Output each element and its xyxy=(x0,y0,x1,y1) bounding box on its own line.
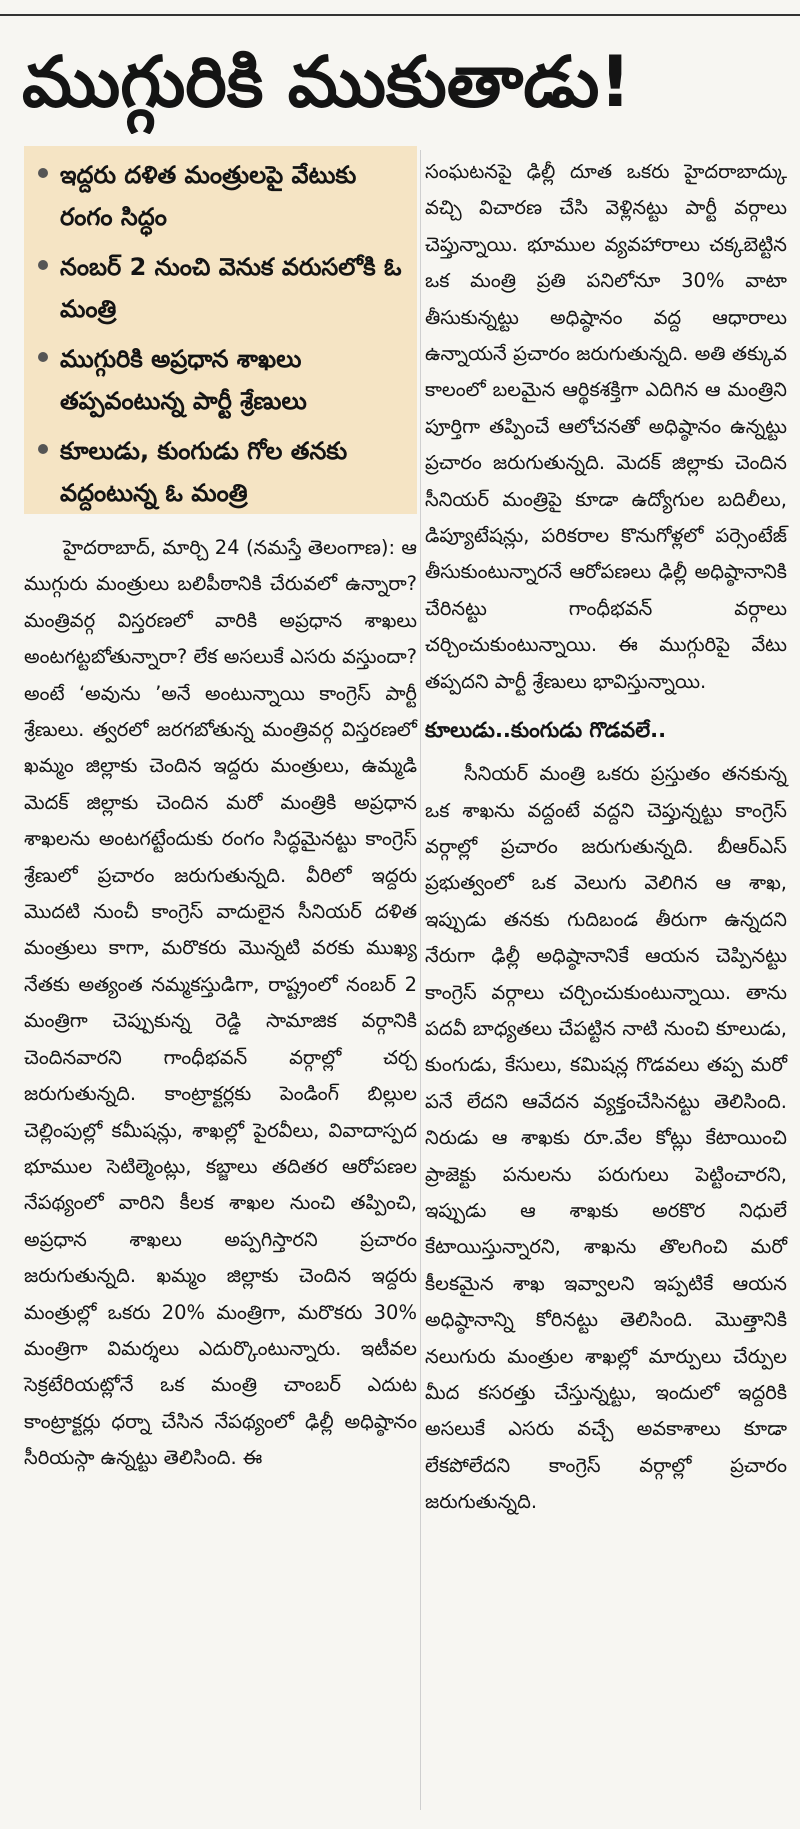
highlight-item xyxy=(38,338,409,422)
article-paragraph: సీనియర్ మంత్రి ఒకరు ప్రస్తుతం తనకున్న ఒక శాఖను వద్దంటే వద్దని చెప్తున్నట్టు కాంగ్రెస్ వర్గాల్లో ప్రచారం జరుగుతున్నది. బీఆర్ఎస్ ప్రభుత్వంలో ఒక వెలుగు వెలిగిన ఆ శాఖ, ఇప్పుడు తనకు గుదిబండ తీరుగా ఉన్నదని నేరుగా ఢిల్లీ అధిష్ఠానానికే ఆయన చెప్పినట్టు కాంగ్రెస్ వర్గాలు చర్చించుకుంటున్నాయి. తాను పదవీ బాధ్యతలు చేపట్టిన నాటి నుంచి కూలుడు, కుంగుడు, కేసులు, కమిషన్ల గొడవలు తప్ప మరో పనే లేదని ఆవేదన వ్యక్తంచేసినట్టు తెలిసింది. నిరుడు ఆ శాఖకు రూ.వేల కోట్లు కేటాయించి ప్రాజెక్టు పనులను పరుగులు పెట్టించారని, ఇప్పుడు ఆ శాఖకు అరకొర నిధులే కేటాయిస్తున్నారని, శాఖను తొలగించి మరో కీలకమైన శాఖ ఇవ్వాలని ఇప్పటికే ఆయన అధిష్ఠానాన్ని కోరినట్టు తెలిసింది. మొత్తానికి నలుగురు మంత్రుల శాఖల్లో మార్పులు చేర్పుల మీద కసరత్తు చేస్తున్నట్టు, ఇందులో ఇద్దరికి అసలుకే ఎసరు వచ్చే అవకాశాలు కూడా లేకపోలేదని కాంగ్రెస్ వర్గాల్లో ప్రచారం జరుగుతున్నది. xyxy=(425,762,787,1514)
highlight-text: నంబర్ 2 నుంచి వెనుక వరుసలోకి ఓ మంత్రి xyxy=(60,253,402,323)
article-paragraph: సంఘటనపై ఢిల్లీ దూత ఒకరు హైదరాబాద్కు వచ్చి విచారణ చేసి వెళ్లినట్టు పార్టీ వర్గాలు చెప్తున్నాయి. భూముల వ్యవహారాలు చక్కబెట్టిన ఒక మంత్రి ప్రతి పనిలోనూ 30% వాటా తీసుకున్నట్టు అధిష్ఠానం వద్ద ఆధారాలు ఉన్నాయనే ప్రచారం జరుగుతున్నది. అతి తక్కువ కాలంలో బలమైన ఆర్థికశక్తిగా ఎదిగిన ఆ మంత్రిని పూర్తిగా తప్పించే ఆలోచనతో అధిష్ఠానం ఉన్నట్టు ప్రచారం జరుగుతున్నది. మెదక్ జిల్లాకు చెందిన సీనియర్ మంత్రిపై కూడా ఉద్యోగుల బదిలీలు, డిప్యూటేషన్లు, పరికరాల కొనుగోళ్లలో పర్సెంటేజ్ తీసుకుంటున్నారనే ఆరోపణలు ఢిల్లీ అధిష్ఠానానికి చేరినట్టు గాంధీభవన్ వర్గాలు చర్చించుకుంటున్నాయి. ఈ ముగ్గురిపై వేటు తప్పదని పార్టీ శ్రేణులు భావిస్తున్నాయి. xyxy=(425,160,787,693)
bullet-icon xyxy=(38,260,48,270)
highlight-item xyxy=(38,154,409,238)
highlight-text: ముగ్గురికి అప్రధాన శాఖలు తప్పవంటున్న పార్టీ శ్రేణులు xyxy=(60,345,307,415)
article-column-right xyxy=(425,154,787,1521)
bullet-icon xyxy=(38,352,48,362)
highlight-text: ఇద్దరు దళిత మంత్రులపై వేటుకు రంగం సిద్ధం xyxy=(60,161,357,231)
highlight-text: కూలుడు, కుంగుడు గోల తనకు వద్దంటున్న ఓ మంత్రి xyxy=(60,437,348,507)
top-divider xyxy=(0,14,800,16)
section-subheading: కూలుడు..కుంగుడు గొడవలే.. xyxy=(425,718,667,743)
article-paragraph: హైదరాబాద్, మార్చి 24 (నమస్తే తెలంగాణ): ఆ ముగ్గురు మంత్రులు బలిపీఠానికి చేరువలో ఉన్నారా? మంత్రివర్గ విస్తరణలో వారికి అప్రధాన శాఖలు అంటగట్టబోతున్నారా? లేక అసలుకే ఎసరు వస్తుందా? అంటే ‘అవును ’అనే అంటున్నాయి కాంగ్రెస్ పార్టీ శ్రేణులు. త్వరలో జరగబోతున్న మంత్రివర్గ విస్తరణలో ఖమ్మం జిల్లాకు చెందిన ఇద్దరు మంత్రులు, ఉమ్మడి మెదక్ జిల్లాకు చెందిన మరో మంత్రికి అప్రధాన శాఖలను అంటగట్టేందుకు రంగం సిద్ధమైనట్టు కాంగ్రెస్ శ్రేణులో ప్రచారం జరుగుతున్నది. వీరిలో ఇద్దరు మొదటి నుంచీ కాంగ్రెస్ వాదులైన సీనియర్ దళిత మంత్రులు కాగా, మరొకరు మొన్నటి వరకు ముఖ్య నేతకు అత్యంత నమ్మకస్తుడిగా, రాష్ట్రంలో నంబర్ 2 మంత్రిగా చెప్పుకున్న రెడ్డి సామాజిక వర్గానికి చెందినవారని గాంధీభవన్ వర్గాల్లో చర్చ జరుగుతున్నది. కాంట్రాక్టర్లకు పెండింగ్ బిల్లుల చెల్లింపుల్లో కమీషన్లు, శాఖల్లో పైరవీలు, వివాదాస్పద భూముల సెటిల్మెంట్లు, కబ్జాలు తదితర ఆరోపణల నేపథ్యంలో వారిని కీలక శాఖల నుంచి తప్పించి, అప్రధాన శాఖలు అప్పగిస్తారని ప్రచారం జరుగుతున్నది. ఖమ్మం జిల్లాకు చెందిన ఇద్దరు మంత్రుల్లో ఒకరు 20% మంత్రిగా, మరొకరు 30% మంత్రిగా విమర్శలు ఎదుర్కొంటున్నారు. ఇటీవల సెక్రటేరియట్లోనే ఒక మంత్రి చాంబర్ ఎదుట కాంట్రాక్టర్లు ధర్నా చేసిన నేపథ్యంలో ఢిల్లీ అధిష్ఠానం సీరియస్గా ఉన్నట్టు తెలిసింది. ఈ xyxy=(24,536,417,1470)
bullet-icon xyxy=(38,168,48,178)
highlight-item xyxy=(38,430,409,514)
bullet-icon xyxy=(38,444,48,454)
highlight-item xyxy=(38,246,409,330)
cropped-previous-article xyxy=(0,0,800,12)
highlights-box xyxy=(24,146,417,514)
article-column-left xyxy=(24,530,417,1477)
column-divider xyxy=(420,150,421,1810)
headline: ముగ్గురికి ముకుతాడు! xyxy=(22,41,632,123)
